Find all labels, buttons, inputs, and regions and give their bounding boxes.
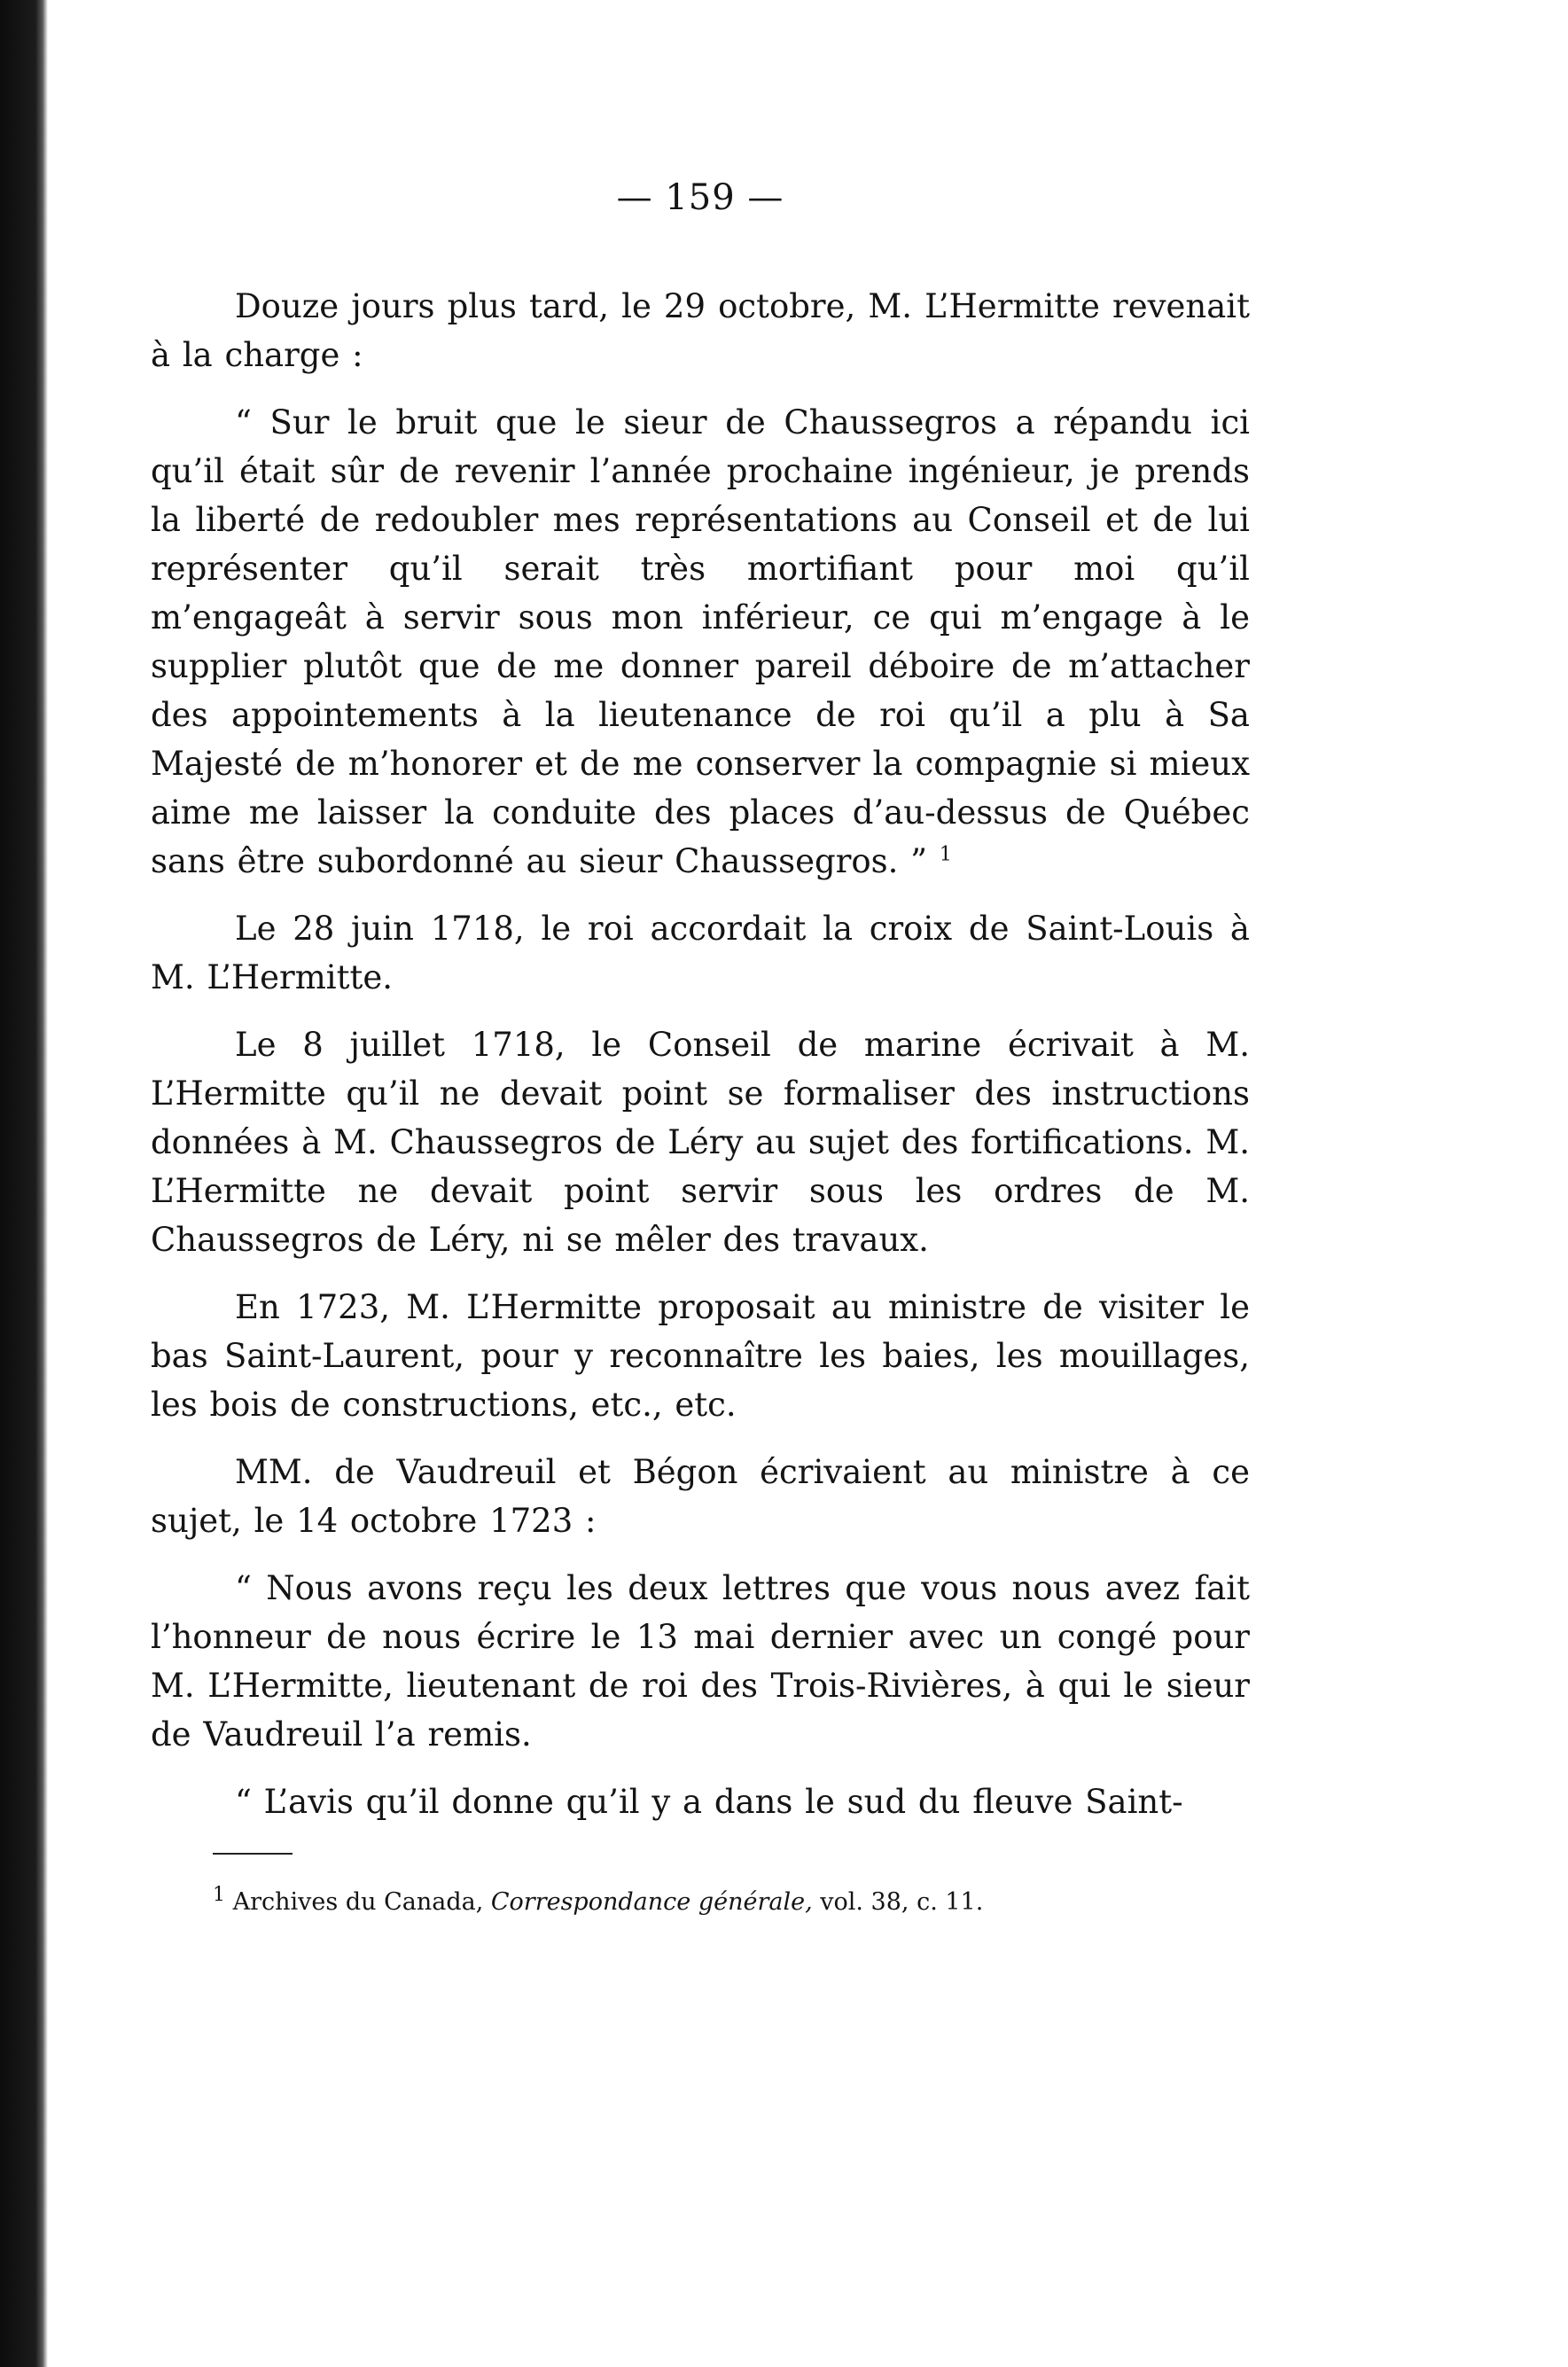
- scanned-page-edge: [0, 0, 48, 2367]
- footnote-reference: 1: [939, 843, 952, 866]
- page-number: — 159 —: [616, 177, 784, 218]
- paragraph-quote: [151, 398, 1250, 886]
- footnote-title: Correspondance générale,: [490, 1888, 813, 1916]
- paragraph-quote: “ Nous avons reçu les deux lettres que vous nous avez fait l’honneur de nous écrire le 13 mai dernier avec un congé pour M. L’Hermitte, lieutenant de roi des Trois-Rivières, à qui le sieur de Vaudreuil l’a remis.: [151, 1569, 1250, 1754]
- paragraph: Douze jours plus tard, le 29 octobre, M. L’Hermitte revenait à la charge :: [151, 287, 1250, 374]
- footnote-divider: [213, 1853, 293, 1855]
- paragraph: En 1723, M. L’Hermitte proposait au ministre de visiter le bas Saint-Laurent, pour y reconnaître les baies, les mouillages, les bois de constructions, etc., etc.: [151, 1288, 1250, 1424]
- footnote-reference-detail: vol. 38, c. 11.: [820, 1888, 984, 1916]
- paragraph: Le 8 juillet 1718, le Conseil de marine écrivait à M. L’Hermitte qu’il ne devait point se formaliser des instructions données à M. Chaussegros de Léry au sujet des fortifications. M. L’Hermitte ne devait point servir sous les ordres de M. Chaussegros de Léry, ni se mêler des travaux.: [151, 1026, 1250, 1259]
- paragraph-quote: “ L’avis qu’il donne qu’il y a dans le sud du fleuve Saint-: [235, 1783, 1183, 1821]
- paragraph-text: “ Sur le bruit que le sieur de Chaussegros a répandu ici qu’il était sûr de revenir l’année prochaine ingénieur, je prends la liberté de redoubler mes représentations au Conseil et de lui représenter qu’il serait très mortifiant pour moi qu’il m’engageât à servir sous mon inférieur, ce qui m’engage à le supplier plutôt que de me donner pareil déboire de m’attacher des appointements à la lieutenance de roi qu’il a plu à Sa Majesté de m’honorer et de me conserver la compagnie si mieux aime me laisser la conduite des places d’au-dessus de Québec sans être subordonné au sieur Chaussegros. ”: [151, 403, 1250, 880]
- document-page: [151, 177, 1250, 1918]
- paragraph: Le 28 juin 1718, le roi accordait la croix de Saint-Louis à M. L’Hermitte.: [151, 910, 1250, 996]
- footnote-source: Archives du Canada,: [232, 1888, 484, 1916]
- footnote: [213, 1884, 1250, 1918]
- paragraph: MM. de Vaudreuil et Bégon écrivaient au ministre à ce sujet, le 14 octobre 1723 :: [151, 1453, 1250, 1540]
- footnote-marker: 1: [213, 1884, 225, 1906]
